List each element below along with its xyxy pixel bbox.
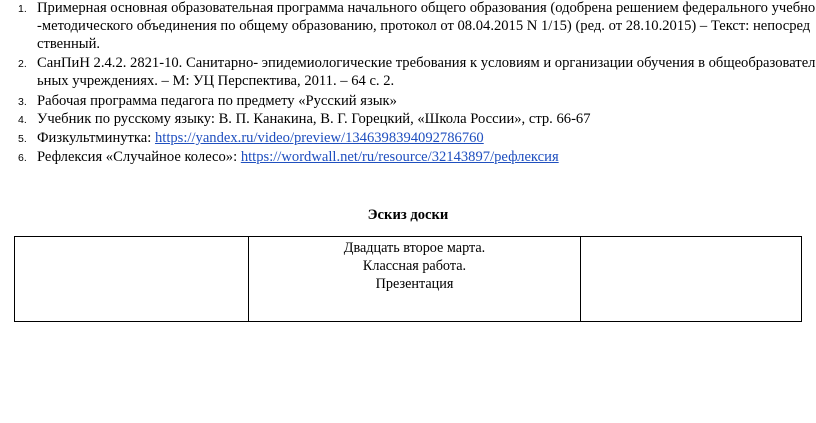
list-item [0, 129, 816, 147]
list-item-prefix: Рефлексия «Случайное колесо»: [37, 149, 241, 165]
list-number: 1. [18, 3, 27, 15]
list-item-prefix: Физкультминутка: [37, 130, 155, 146]
text-line: Примерная основная образовательная программа начального общего образования (одобрена решением федерального учебно [37, 0, 816, 16]
board-sketch-table [14, 236, 802, 322]
list-number: 2. [18, 58, 27, 70]
list-item-text: Учебник по русскому языку: В. П. Канакина, В. Г. Горецкий, «Школа России», стр. 66-67 [37, 111, 591, 127]
list-item-text: Рабочая программа педагога по предмету «Русский язык» [37, 93, 397, 109]
list-item [0, 0, 816, 53]
board-left-cell [15, 237, 249, 321]
list-item-text [37, 129, 484, 147]
text-line: ственный. [37, 36, 101, 52]
board-presentation-line: Презентация [375, 276, 454, 292]
text-line: ьных учреждениях. – М: УЦ Перспектива, 2011. – 64 с. 2. [37, 73, 395, 89]
list-number: 4. [18, 114, 27, 126]
board-date-line: Двадцать второе марта. [343, 240, 486, 256]
list-item-text [37, 0, 815, 53]
list-item-text [37, 148, 559, 166]
list-item [0, 110, 816, 128]
reflection-wheel-link[interactable]: https://wordwall.net/ru/resource/32143897/рефлексия [240, 149, 559, 165]
list-item [0, 54, 816, 90]
text-line: СанПиН 2.4.2. 2821-10. Санитарно- эпидемиологические требования к условиям и организации обучения в общеобразовател [37, 55, 816, 71]
list-item [0, 92, 816, 110]
board-center-cell [249, 237, 581, 321]
text-line: -методического объединения по общему образованию, протокол от 08.04.2015 N 1/15) (ред. от 28.10.2015) – Текст: непосред [37, 18, 811, 34]
list-item [0, 148, 816, 166]
board-classwork-line: Классная работа. [362, 258, 467, 274]
list-number: 6. [18, 152, 27, 164]
board-sketch-title: Эскиз доски [367, 207, 449, 223]
list-item-text [37, 54, 815, 90]
physical-exercise-link[interactable]: https://yandex.ru/video/preview/1346398394092786760 [154, 130, 484, 146]
board-right-cell [581, 237, 802, 321]
list-number: 5. [18, 133, 27, 145]
list-number: 3. [18, 96, 27, 108]
